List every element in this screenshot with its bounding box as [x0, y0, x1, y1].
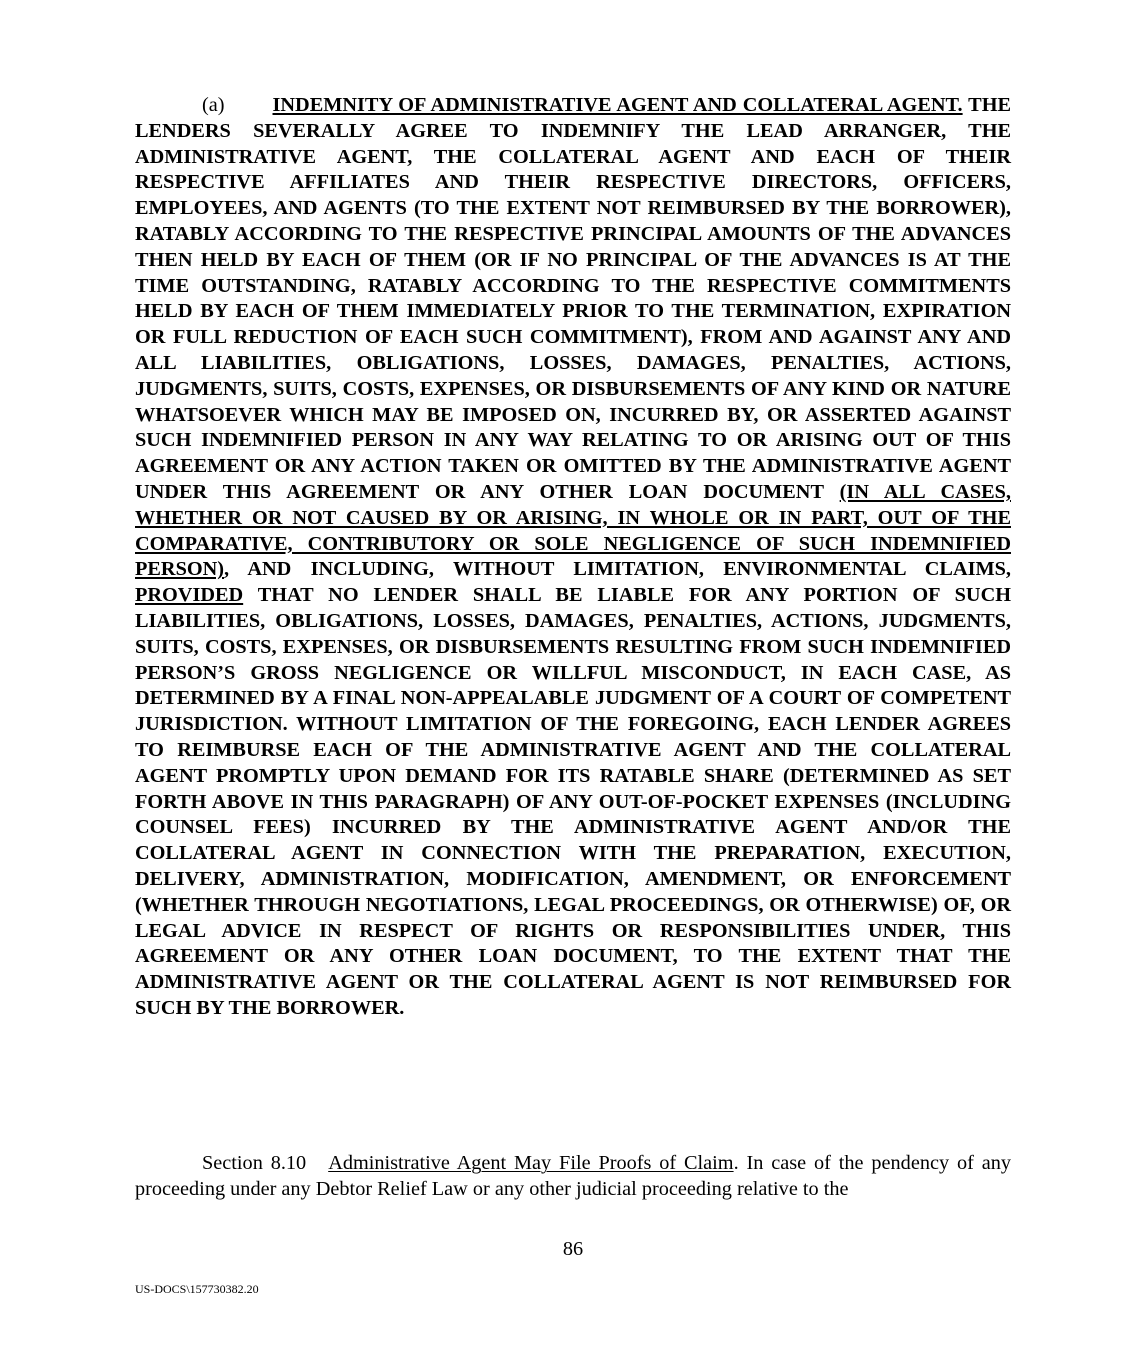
section-title: Administrative Agent May File Proofs of Claim [328, 1152, 734, 1174]
section-8-10-paragraph [135, 1150, 1011, 1202]
section-number: Section 8.10 [202, 1152, 307, 1174]
indemnity-paragraph [135, 93, 1011, 1022]
paragraph-body-2: , AND INCLUDING, WITHOUT LIMITATION, ENVIRONMENTAL CLAIMS, [224, 558, 1011, 581]
negligence-clause: (IN ALL CASES, WHETHER OR NOT CAUSED BY OR ARISING, IN WHOLE OR IN PART, OUT OF THE COMPARATIVE, CONTRIBUTORY OR SOLE NEGLIGENCE OF SUCH INDEMNIFIED PERSON) [135, 480, 1011, 581]
document-id: US-DOCS\157730382.20 [135, 1282, 259, 1296]
paragraph-body-3: THAT NO LENDER SHALL BE LIABLE FOR ANY PORTION OF SUCH LIABILITIES, OBLIGATIONS, LOSSES, DAMAGES, PENALTIES, ACTIONS, JUDGMENTS, SUITS, COSTS, EXPENSES, OR DISBURSEMENTS RESULTING FROM SUCH INDEMNIFIED PERSON’S GROSS NEGLIGENCE OR WILLFUL MISCONDUCT, IN EACH CASE, AS DETERMINED BY A FINAL NON-APPEALABLE JUDGMENT OF A COURT OF COMPETENT JURISDICTION. WITHOUT LIMITATION OF THE FOREGOING, EACH LENDER AGREES TO REIMBURSE EACH OF THE ADMINISTRATIVE AGENT AND THE COLLATERAL AGENT PROMPTLY UPON DEMAND FOR ITS RATABLE SHARE (DETERMINED AS SET FORTH ABOVE IN THIS PARAGRAPH) OF ANY OUT-OF-POCKET EXPENSES (INCLUDING COUNSEL FEES) INCURRED BY THE ADMINISTRATIVE AGENT AND/OR THE COLLATERAL AGENT IN CONNECTION WITH THE PREPARATION, EXECUTION, DELIVERY, ADMINISTRATION, MODIFICATION, AMENDMENT, OR ENFORCEMENT (WHETHER THROUGH NEGOTIATIONS, LEGAL PROCEEDINGS, OR OTHERWISE) OF, OR LEGAL ADVICE IN RESPECT OF RIGHTS OR RESPONSIBILITIES UNDER, THIS AGREEMENT OR ANY OTHER LOAN DOCUMENT, TO THE EXTENT THAT THE ADMINISTRATIVE AGENT OR THE COLLATERAL AGENT IS NOT REIMBURSED FOR SUCH BY THE BORROWER. [135, 584, 1011, 1019]
page-number: 86 [562, 1238, 584, 1260]
paragraph-body-1: THE LENDERS SEVERALLY AGREE TO INDEMNIFY THE LEAD ARRANGER, THE ADMINISTRATIVE AGENT, THE COLLATERAL AGENT AND EACH OF THEIR RESPECTIVE AFFILIATES AND THEIR RESPECTIVE DIRECTORS, OFFICERS, EMPLOYEES, AND AGENTS (TO THE EXTENT NOT REIMBURSED BY THE BORROWER), RATABLY ACCORDING TO THE RESPECTIVE PRINCIPAL AMOUNTS OF THE ADVANCES THEN HELD BY EACH OF THEM (OR IF NO PRINCIPAL OF THE ADVANCES IS AT THE TIME OUTSTANDING, RATABLY ACCORDING TO THE RESPECTIVE COMMITMENTS HELD BY EACH OF THEM IMMEDIATELY PRIOR TO THE TERMINATION, EXPIRATION OR FULL REDUCTION OF EACH SUCH COMMITMENT), FROM AND AGAINST ANY AND ALL LIABILITIES, OBLIGATIONS, LOSSES, DAMAGES, PENALTIES, ACTIONS, JUDGMENTS, SUITS, COSTS, EXPENSES, OR DISBURSEMENTS OF ANY KIND OR NATURE WHATSOEVER WHICH MAY BE IMPOSED ON, INCURRED BY, OR ASSERTED AGAINST SUCH INDEMNIFIED PERSON IN ANY WAY RELATING TO OR ARISING OUT OF THIS AGREEMENT OR ANY ACTION TAKEN OR OMITTED BY THE ADMINISTRATIVE AGENT UNDER THIS AGREEMENT OR ANY OTHER LOAN DOCUMENT [135, 94, 1011, 503]
section-body: . In case of the pendency of any proceeding under any Debtor Relief Law or any other judicial proceeding relative to the [135, 1152, 1011, 1200]
paragraph-heading: INDEMNITY OF ADMINISTRATIVE AGENT AND COLLATERAL AGENT. [272, 94, 963, 116]
provided-term: PROVIDED [135, 584, 244, 607]
paragraph-label: (a) [202, 94, 225, 116]
